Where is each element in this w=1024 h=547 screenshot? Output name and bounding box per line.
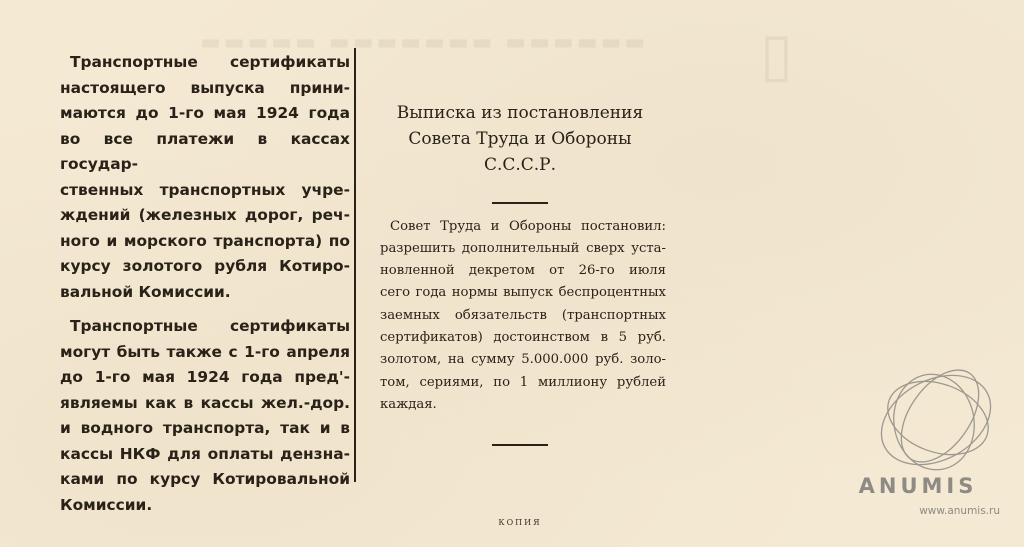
anumis-watermark <box>828 362 1008 532</box>
resolution-text-line: Совет Труда и Обороны постановил: <box>390 218 666 234</box>
reverse-print-show-through: ▬▬▬▬▬ ▬▬▬▬▬▬▬ ▬▬▬▬▬▬ <box>200 30 649 55</box>
anumis-url: www.anumis.ru <box>919 505 1000 517</box>
acceptance-paragraph <box>60 50 350 305</box>
presentation-paragraph-line: Транспортные сертификаты <box>70 317 350 335</box>
presentation-paragraph-line: ками по курсу Котировальной <box>60 470 350 488</box>
reverse-print-show-through-2: ▯ <box>760 20 794 90</box>
resolution-text-line: новленной декретом от 26-го июля <box>380 263 666 279</box>
resolution-text <box>370 216 670 417</box>
resolution-text-line: каждая. <box>380 396 437 412</box>
anumis-brand: ANUMIS <box>858 474 978 498</box>
acceptance-paragraph-line: ждений (железных дорог, реч- <box>60 206 350 224</box>
acceptance-paragraph-line: курсу золотого рубля Котиро- <box>60 257 350 275</box>
presentation-paragraph-line: Комиссии. <box>60 495 153 514</box>
presentation-paragraph-line: кассы НКФ для оплаты дензна- <box>60 444 350 463</box>
presentation-paragraph-line: являемы как в кассы жел.-дор. <box>60 393 350 412</box>
resolution-text-line: сего года нормы выпуск беспроцентных <box>380 285 666 301</box>
acceptance-paragraph-line: Транспортные сертификаты <box>70 53 350 71</box>
left-column <box>60 50 350 527</box>
excerpt-heading <box>370 100 670 178</box>
presentation-paragraph-line: до 1-го мая 1924 года пред'- <box>60 368 350 386</box>
acceptance-paragraph-line: ного и морского транспорта) по <box>60 231 350 250</box>
resolution-text-line: том, сериями, по 1 миллиону рублей <box>380 374 666 390</box>
resolution-text-line: золотом, на сумму 5.000.000 руб. золо- <box>380 352 666 368</box>
closing-rule <box>492 444 548 446</box>
copy-mark: КОПИЯ <box>498 518 542 527</box>
heading-line-2: Совета Труда и Обороны С.С.С.Р. <box>408 129 632 175</box>
anumis-rings-logo-icon <box>858 362 1003 480</box>
right-column <box>370 100 670 446</box>
acceptance-paragraph-line: вальной Комиссии. <box>60 282 231 301</box>
presentation-paragraph-line: и водного транспорта, так и в <box>60 419 350 437</box>
heading-line-1: Выписка из постановления <box>396 103 644 123</box>
presentation-paragraph <box>60 314 350 518</box>
resolution-text-line: заемных обязательств (транспортных <box>380 307 666 323</box>
presentation-paragraph-line: могут быть также с 1-го апреля <box>60 342 350 361</box>
resolution-text-line: разрешить дополнительный сверх уста- <box>380 240 666 256</box>
acceptance-paragraph-line: маются до 1-го мая 1924 года <box>60 104 350 122</box>
acceptance-paragraph-line: во все платежи в кассах государ- <box>60 129 350 173</box>
acceptance-paragraph-line: ственных транспортных учре- <box>60 180 350 199</box>
resolution-text-line: сертификатов) достоинством в 5 руб. <box>380 329 666 345</box>
column-divider <box>354 48 356 482</box>
acceptance-paragraph-line: настоящего выпуска прини- <box>60 78 350 97</box>
heading-rule <box>492 202 548 204</box>
